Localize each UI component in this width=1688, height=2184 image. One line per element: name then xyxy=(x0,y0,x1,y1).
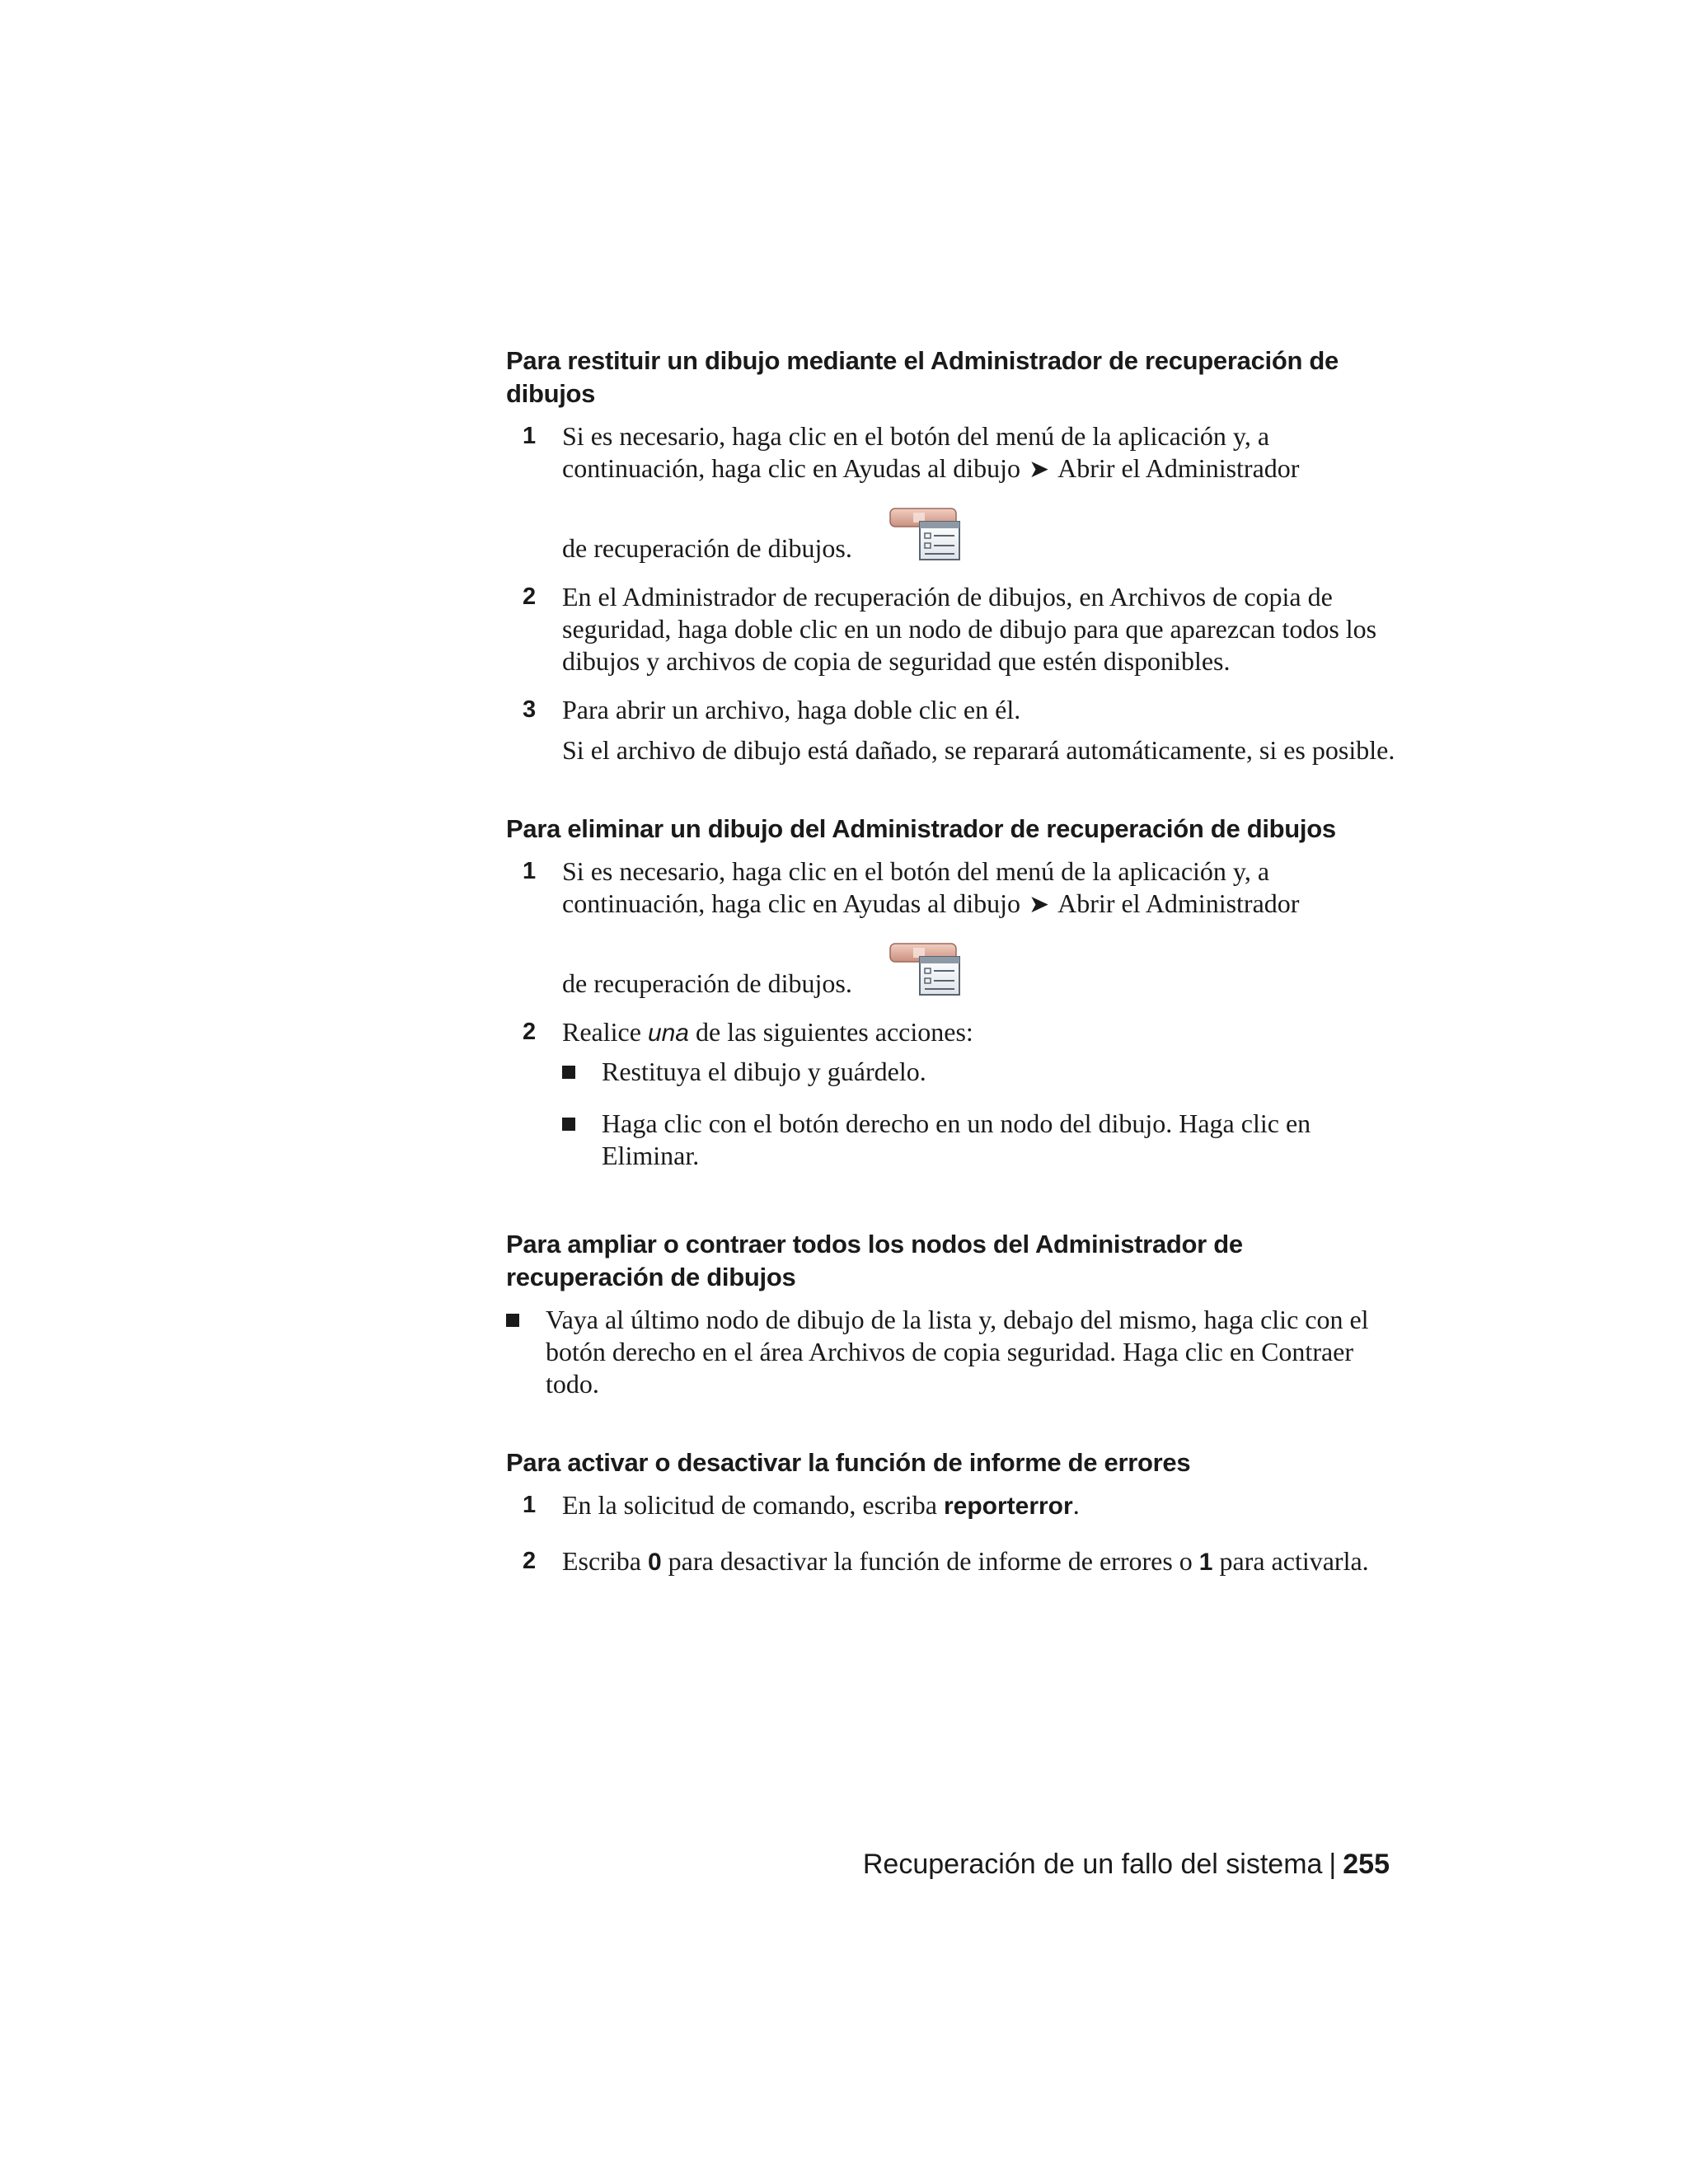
step-item xyxy=(506,694,1396,766)
step-text-emphasis: una xyxy=(647,1019,689,1047)
step-text-c: de recuperación de dibujos. xyxy=(562,533,852,563)
step-text-a: Si es necesario, haga clic en el botón del menú de la aplicación y, a continuación, haga clic en Ayudas al dibujo xyxy=(562,421,1270,483)
page-number: 255 xyxy=(1343,1849,1390,1880)
list-item xyxy=(562,1108,1396,1172)
step-text-post: de las siguientes acciones: xyxy=(696,1017,973,1047)
step-number: 1 xyxy=(523,423,537,449)
step-text xyxy=(562,1545,1396,1578)
step-text-post: para activarla. xyxy=(1219,1546,1369,1576)
step-text-post: . xyxy=(1072,1490,1080,1520)
step-number: 2 xyxy=(523,1019,537,1045)
step-note: Si el archivo de dibujo está dañado, se reparará automáticamente, si es posible. xyxy=(562,735,1395,765)
step-text xyxy=(562,855,1396,921)
page-footer xyxy=(863,1846,1390,1882)
step-number: 2 xyxy=(523,1548,537,1574)
step-text-b: Abrir el Administrador xyxy=(1057,888,1300,918)
value-zero: 0 xyxy=(647,1549,662,1576)
page-content xyxy=(506,344,1396,1595)
step-number: 1 xyxy=(523,1492,537,1518)
drawing-recovery-manager-icon xyxy=(889,940,963,998)
step-number: 3 xyxy=(523,696,537,723)
step-item xyxy=(506,1545,1396,1578)
step-item xyxy=(506,1016,1396,1172)
section-title: Para eliminar un dibujo del Administrador de recuperación de dibujos xyxy=(506,814,1336,843)
step-text-pre: En la solicitud de comando, escriba xyxy=(562,1490,937,1520)
step-text-c: de recuperación de dibujos. xyxy=(562,968,852,998)
bullet-square-icon xyxy=(506,1314,519,1327)
section-title: Para restituir un dibujo mediante el Administrador de recuperación de dibujos xyxy=(506,346,1339,408)
step-text-mid: para desactivar la función de informe de errores o xyxy=(668,1546,1193,1576)
bullet-text: Haga clic con el botón derecho en un nodo del dibujo. Haga clic en Eliminar. xyxy=(602,1108,1311,1170)
step-icon-line xyxy=(562,505,1396,565)
step-item xyxy=(506,420,1396,565)
bullet-text: Restituya el dibujo y guárdelo. xyxy=(602,1057,926,1086)
step-text xyxy=(562,420,1396,485)
step-text-pre: Escriba xyxy=(562,1546,641,1576)
step-item xyxy=(506,581,1396,677)
command-name: reporterror xyxy=(943,1493,1073,1520)
step-text: En el Administrador de recuperación de dibujos, en Archivos de copia de seguridad, haga doble clic en un nodo de dibujo para que aparezcan todos los dibujos y archivos de copia de seguridad que estén disponibles. xyxy=(562,582,1377,676)
step-item xyxy=(506,855,1396,1000)
bullet-square-icon xyxy=(562,1066,575,1079)
step-text: Para abrir un archivo, haga doble clic en él. xyxy=(562,695,1021,724)
step-text-a: Si es necesario, haga clic en el botón del menú de la aplicación y, a continuación, haga clic en Ayudas al dibujo xyxy=(562,856,1270,918)
bullet-square-icon xyxy=(562,1118,575,1131)
step-icon-line xyxy=(562,940,1396,1000)
step-text xyxy=(562,1489,1396,1522)
step-item xyxy=(506,1489,1396,1522)
section-title: Para activar o desactivar la función de informe de errores xyxy=(506,1448,1191,1477)
arrow-icon: ➤ xyxy=(1029,456,1050,483)
section-title: Para ampliar o contraer todos los nodos del Administrador de recuperación de dibujos xyxy=(506,1230,1243,1291)
list-item xyxy=(562,1056,1396,1088)
bullet-text: Vaya al último nodo de dibujo de la lista y, debajo del mismo, haga clic con el botón derecho en el área Archivos de copia seguridad. Haga clic en Contraer todo. xyxy=(546,1305,1369,1399)
step-text-b: Abrir el Administrador xyxy=(1057,453,1300,483)
chapter-title: Recuperación de un fallo del sistema xyxy=(862,1849,1323,1880)
step-number: 1 xyxy=(523,858,537,884)
list-item xyxy=(506,1304,1396,1400)
step-text xyxy=(562,1016,1396,1049)
footer-separator: | xyxy=(1329,1849,1337,1880)
step-text-pre: Realice xyxy=(562,1017,641,1047)
step-number: 2 xyxy=(523,583,537,610)
value-one: 1 xyxy=(1198,1549,1213,1576)
drawing-recovery-manager-icon xyxy=(889,505,963,563)
arrow-icon: ➤ xyxy=(1029,891,1050,918)
